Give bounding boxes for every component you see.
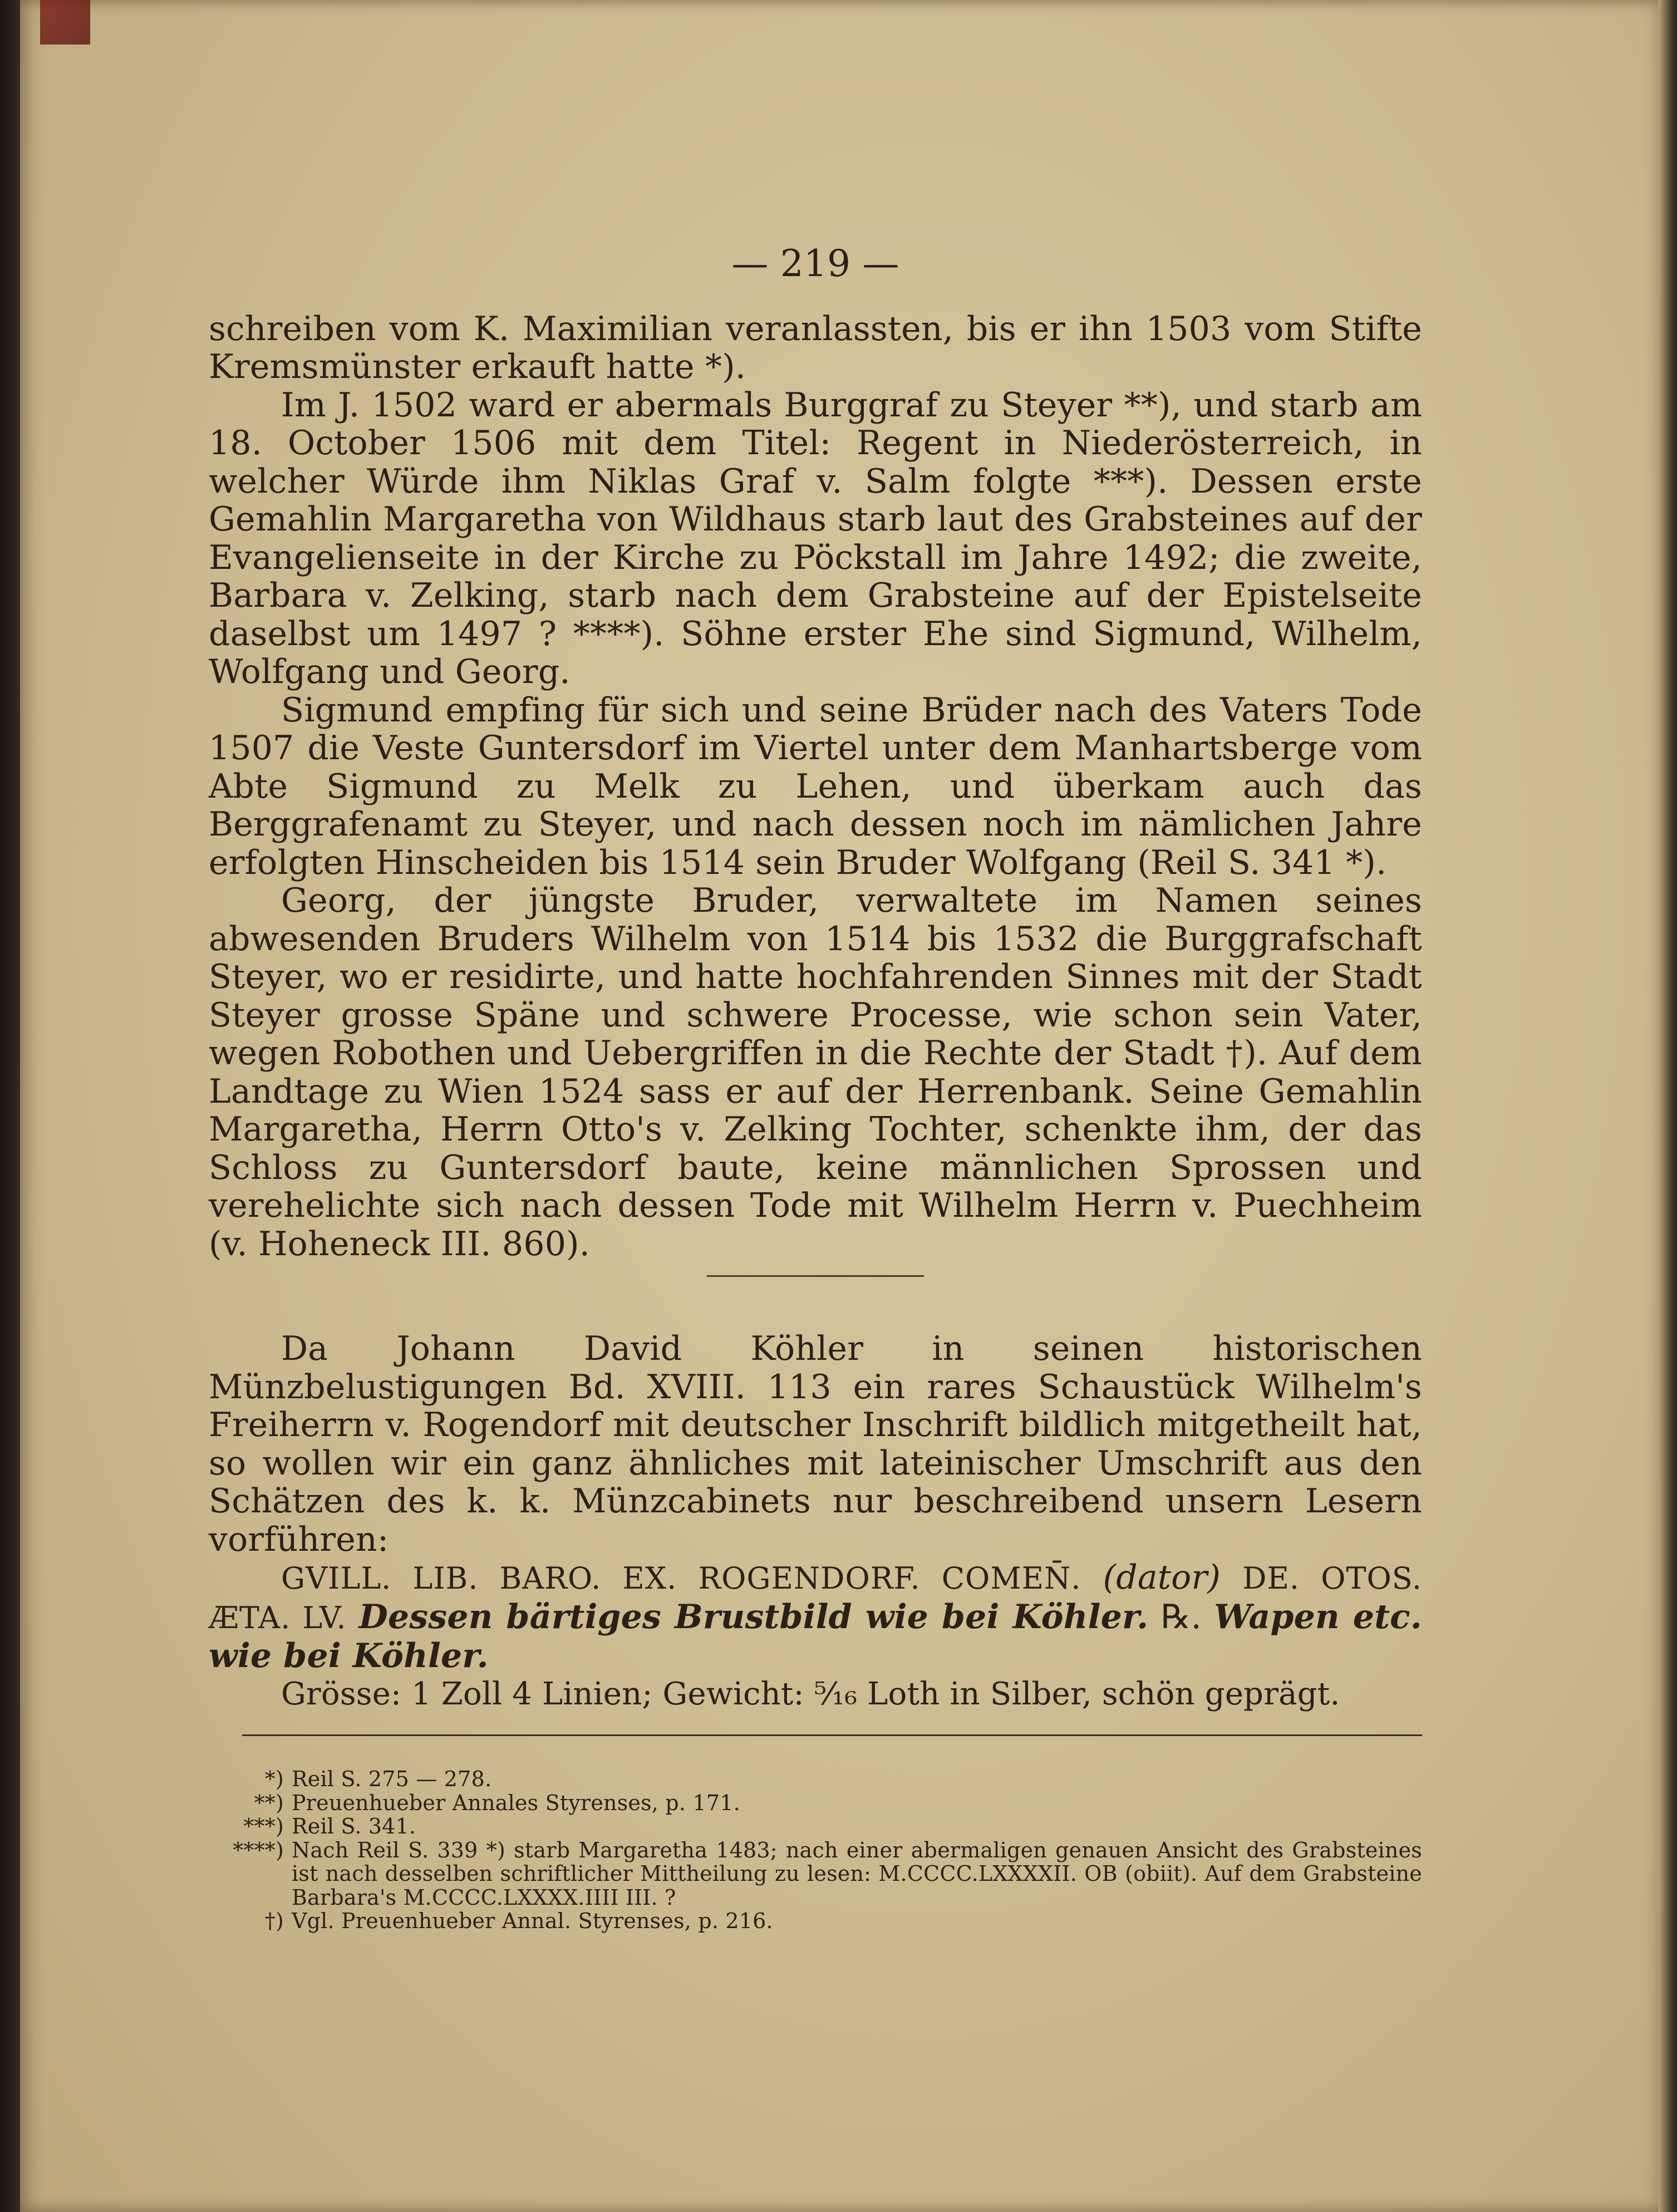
footnote-text: Vgl. Preuenhueber Annal. Styrenses, p. 216.: [292, 1909, 773, 1933]
footnote-mark: †): [264, 1909, 284, 1933]
medal-inscription: [209, 1559, 1422, 1675]
footnote-mark: ***): [243, 1814, 284, 1839]
footnote: [209, 1839, 1422, 1910]
footnote-mark: **): [254, 1790, 284, 1815]
page-text: [209, 242, 1422, 1933]
inscription-part-b: DE. OTOS. ÆTA. LV.: [209, 1561, 1422, 1635]
footnote: [209, 1791, 1422, 1815]
page-edge: [1658, 0, 1677, 2212]
medal-reverse-mark: ℞.: [1160, 1597, 1202, 1636]
binding-corner: [40, 0, 90, 45]
inscription-dator: (dator): [1103, 1558, 1221, 1597]
footnote-text: Reil S. 275 — 278.: [292, 1767, 492, 1791]
footnotes: [209, 1767, 1422, 1933]
footnote-divider: [242, 1734, 1422, 1736]
footnote-text: Reil S. 341.: [292, 1814, 416, 1839]
medal-reverse: Wapen etc. wie bei Köhler.: [209, 1597, 1422, 1675]
footnote: [209, 1767, 1422, 1791]
footnote: [209, 1909, 1422, 1933]
section-divider: [707, 1275, 924, 1277]
footnote: [209, 1815, 1422, 1839]
inscription-part-a: GVILL. LIB. BARO. EX. ROGENDORF. COMEN̄.: [281, 1561, 1081, 1596]
page-number: — 219 —: [731, 242, 899, 285]
footnote-text: Preuenhueber Annales Styrenses, p. 171.: [292, 1790, 740, 1815]
paragraph-1: schreiben vom K. Maximilian veranlassten, bis er ihn 1503 vom Stifte Kremsmünster erkauft hatte *).: [209, 309, 1422, 386]
paragraph-2: Im J. 1502 ward er abermals Burggraf zu Steyer **), und starb am 18. October 1506 mit dem Titel: Regent in Niederösterreich, in welcher Würde ihm Niklas Graf v. Salm folgte ***). Dessen erste Gemahlin Margaretha von Wildhaus starb laut des Grabsteines auf der Evangelienseite in der Kirche zu Pöckstall im Jahre 1492; die zweite, Barbara v. Zelking, starb nach dem Grabsteine auf der Epistelseite daselbst um 1497 ? ****). Söhne erster Ehe sind Sigmund, Wilhelm, Wolfgang und Georg.: [209, 385, 1422, 691]
medal-intro: Da Johann David Köhler in seinen historischen Münzbelustigungen Bd. XVIII. 113 ein rares Schaustück Wilhelm's Freiherrn v. Rogendorf mit deutscher Inschrift bildlich mitgetheilt hat, so wollen wir ein ganz ähnliches mit lateinischer Umschrift aus den Schätzen des k. k. Münzcabinets nur beschreibend unsern Lesern vorführen:: [209, 1329, 1422, 1559]
paragraph-4: Georg, der jüngste Bruder, verwaltete im Namen seines abwesenden Bruders Wilhelm von 1514 bis 1532 die Burggrafschaft Steyer, wo er residirte, und hatte hochfahrenden Sinnes mit der Stadt Steyer grosse Späne und schwere Processe, wie schon sein Vater, wegen Robothen und Uebergriffen in die Rechte der Stadt †). Auf dem Landtage zu Wien 1524 sass er auf der Herrenbank. Seine Gemahlin Margaretha, Herrn Otto's v. Zelking Tochter, schenkte ihm, der das Schloss zu Guntersdorf baute, keine männlichen Sprossen und verehelichte sich nach dessen Tode mit Wilhelm Herrn v. Puechheim (v. Hoheneck III. 860).: [209, 881, 1422, 1264]
medal-size: Grösse: 1 Zoll 4 Linien; Gewicht: ⁵⁄₁₆ Loth in Silber, schön geprägt.: [281, 1675, 1340, 1712]
medal-obverse: Dessen bärtiges Brustbild wie bei Köhler.: [358, 1597, 1149, 1636]
footnote-mark: ****): [233, 1837, 284, 1862]
footnote-mark: *): [264, 1767, 284, 1791]
footnote-text: Nach Reil S. 339 *) starb Margaretha 1483; nach einer abermaligen genauen Ansicht des Grabsteines ist nach desselben schriftlicher Mittheilung zu lesen: M.CCCC.LXXXXII. OB (obiit). Auf dem Grabsteine Barbara's M.CCCC.LXXXX.IIII III. ?: [292, 1837, 1422, 1910]
paragraph-3: Sigmund empfing für sich und seine Brüder nach des Vaters Tode 1507 die Veste Guntersdorf im Viertel unter dem Manhartsberge vom Abte Sigmund zu Melk zu Lehen, und überkam auch das Berggrafenamt zu Steyer, und nach dessen noch im nämlichen Jahre erfolgten Hinscheiden bis 1514 sein Bruder Wolfgang (Reil S. 341 *).: [209, 690, 1422, 882]
